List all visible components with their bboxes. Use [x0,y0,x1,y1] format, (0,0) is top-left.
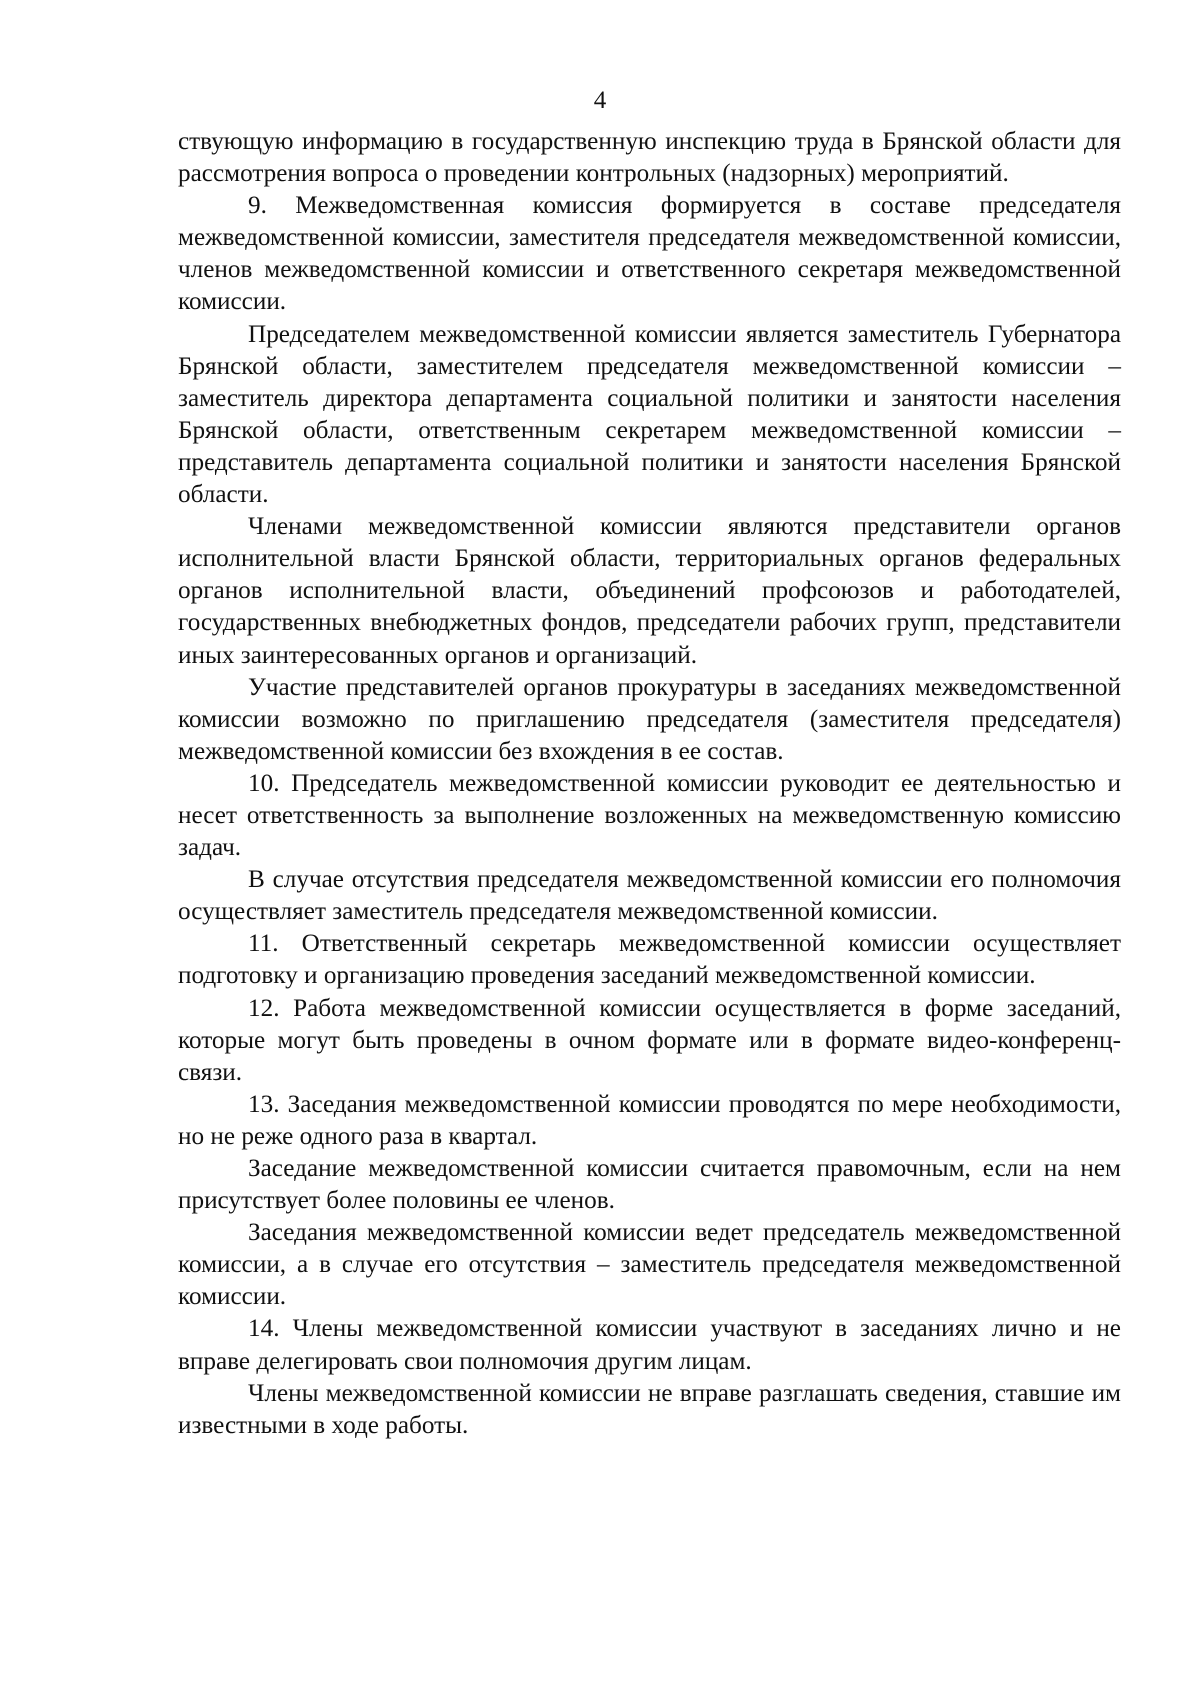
paragraph: 14. Члены межведомственной комиссии участвуют в заседаниях лично и не вправе делегировать свои полномочия другим лицам. [178,1315,1121,1375]
paragraph: Заседание межведомственной комиссии считается правомочным, если на нем присутствует более половины ее членов. [178,1155,1121,1215]
page-number: 4 [593,87,607,114]
paragraph: 12. Работа межведомственной комиссии осуществляется в форме заседаний, которые могут быть проведены в очном формате или в формате видео-конференц-связи. [178,994,1121,1086]
paragraph: Члены межведомственной комиссии не вправе разглашать сведения, ставшие им известными в ходе работы. [178,1379,1121,1439]
paragraph: 9. Межведомственная комиссия формируется в составе председателя межведомственной комиссии, заместителя председателя межведомственной комиссии, членов межведомственной комиссии и ответственного секретаря межведомственной комиссии. [178,192,1121,316]
paragraph: Заседания межведомственной комиссии ведет председатель межведомственной комиссии, а в случае его отсутствия – заместитель председателя межведомственной комиссии. [178,1219,1121,1311]
paragraph: В случае отсутствия председателя межведомственной комиссии его полномочия осуществляет заместитель председателя межведомственной комиссии. [178,866,1121,926]
paragraph: 10. Председатель межведомственной комиссии руководит ее деятельностью и несет ответственность за выполнение возложенных на межведомственную комиссию задач. [178,769,1121,862]
paragraph: Членами межведомственной комиссии являются представители органов исполнительной власти Брянской области, территориальных органов федеральных органов исполнительной власти, объединений профсоюзов и работодателей, государственных внебюджетных фондов, председатели рабочих групп, представители иных заинтересованных органов и организаций. [178,513,1121,669]
paragraph: Участие представителей органов прокуратуры в заседаниях межведомственной комиссии возможно по приглашению председателя (заместителя председателя) межведомственной комиссии без вхождения в ее состав. [178,673,1121,765]
document-body [178,126,1121,1442]
paragraph: 11. Ответственный секретарь межведомственной комиссии осуществляет подготовку и организацию проведения заседаний межведомственной комиссии. [178,930,1121,990]
paragraph: ствующую информацию в государственную инспекцию труда в Брянской области для рассмотрения вопроса о проведении контрольных (надзорных) мероприятий. [178,128,1121,188]
paragraph: 13. Заседания межведомственной комиссии проводятся по мере необходимости, но не реже одного раза в квартал. [178,1090,1121,1150]
paragraph: Председателем межведомственной комиссии является заместитель Губернатора Брянской области, заместителем председателя межведомственной комиссии – заместитель директора департамента социальной политики и занятости населения Брянской области, ответственным секретарем межведомственной комиссии – представитель департамента социальной политики и занятости населения Брянской области. [178,320,1121,509]
